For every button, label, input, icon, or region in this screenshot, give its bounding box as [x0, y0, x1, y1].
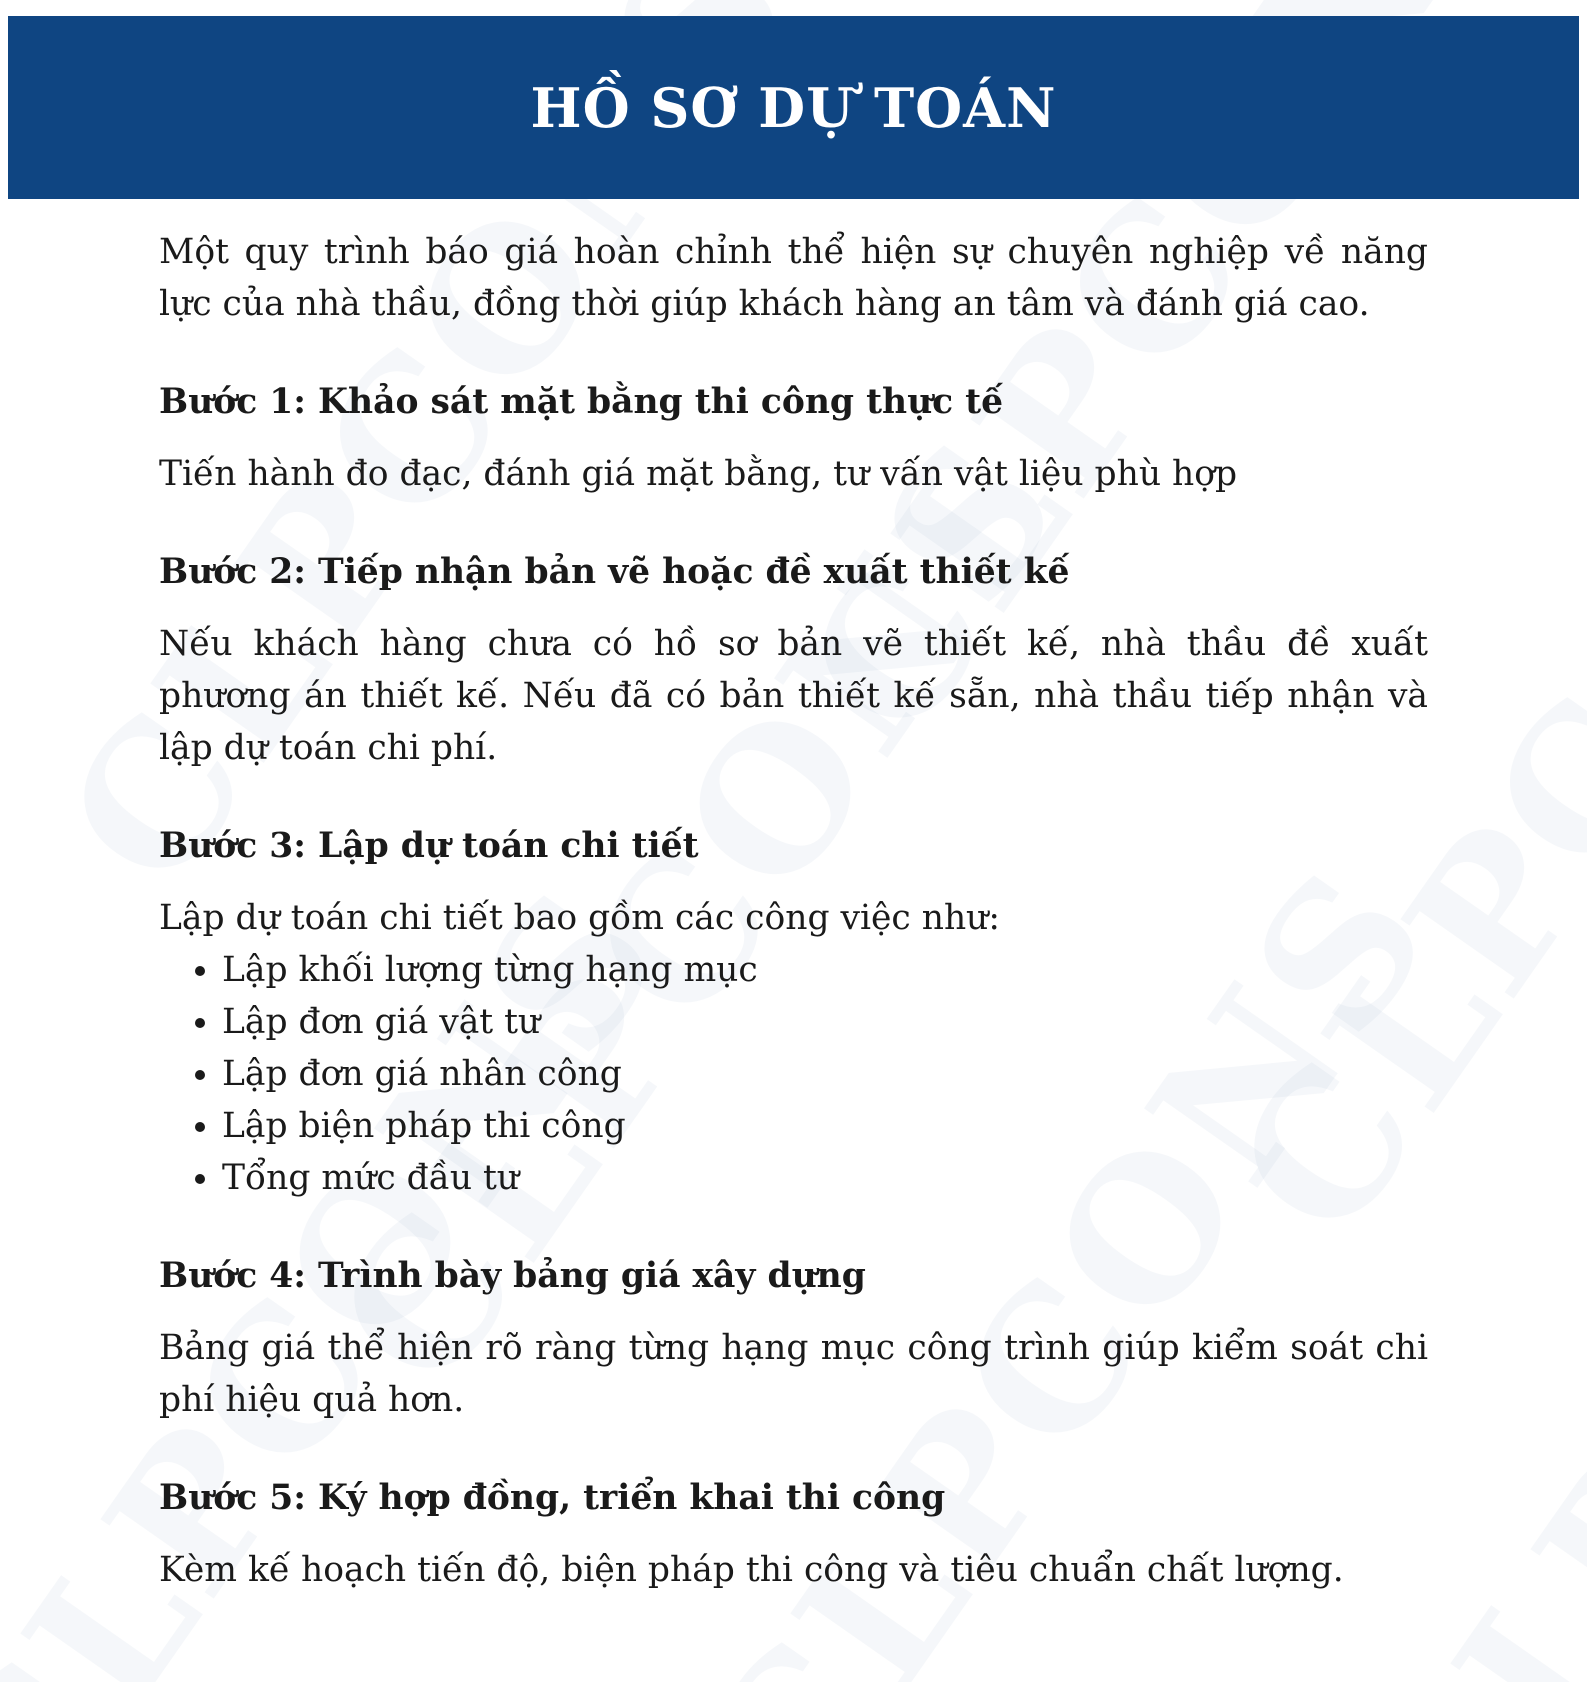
list-item: • Lập đơn giá vật tư: [222, 996, 1428, 1048]
step-2: [159, 546, 1428, 774]
page-title: HỒ SƠ DỰ TOÁN: [530, 75, 1057, 140]
list-item: • Lập khối lượng từng hạng mục: [222, 944, 1428, 996]
step-description: Lập dự toán chi tiết bao gồm các công việc như:: [159, 898, 1001, 938]
list-item: • Lập đơn giá nhân công: [222, 1048, 1428, 1100]
step-5: [159, 1472, 1428, 1596]
list-item: • Lập biện pháp thi công: [222, 1100, 1428, 1152]
step-heading: Bước 4: Trình bày bảng giá xây dựng: [159, 1256, 866, 1296]
step-1: [159, 376, 1428, 500]
step-description: Tiến hành đo đạc, đánh giá mặt bằng, tư vấn vật liệu phù hợp: [159, 454, 1238, 494]
step-heading: Bước 3: Lập dự toán chi tiết: [159, 826, 699, 866]
step-heading: Bước 5: Ký hợp đồng, triển khai thi công: [159, 1478, 946, 1518]
list-item: • Tổng mức đầu tư: [222, 1152, 1428, 1204]
step-description: Kèm kế hoạch tiến độ, biện pháp thi công và tiêu chuẩn chất lượng.: [159, 1550, 1344, 1590]
step-heading: Bước 2: Tiếp nhận bản vẽ hoặc đề xuất thiết kế: [159, 552, 1070, 592]
task-list: [159, 944, 1428, 1204]
step-4: [159, 1250, 1428, 1426]
intro-paragraph: Một quy trình báo giá hoàn chỉnh thể hiện sự chuyên nghiệp về năng lực của nhà thầu, đồng thời giúp khách hàng an tâm và đánh giá cao.: [159, 232, 1428, 324]
step-description: Bảng giá thể hiện rõ ràng từng hạng mục công trình giúp kiểm soát chi phí hiệu quả hơn.: [159, 1328, 1428, 1420]
title-banner: [8, 16, 1579, 199]
step-heading: Bước 1: Khảo sát mặt bằng thi công thực tế: [159, 382, 1004, 422]
step-description: Nếu khách hàng chưa có hồ sơ bản vẽ thiết kế, nhà thầu đề xuất phương án thiết kế. Nếu đã có bản thiết kế sẵn, nhà thầu tiếp nhận và lập dự toán chi phí.: [159, 624, 1428, 768]
step-3: [159, 820, 1428, 1204]
document-body: [159, 226, 1428, 1596]
